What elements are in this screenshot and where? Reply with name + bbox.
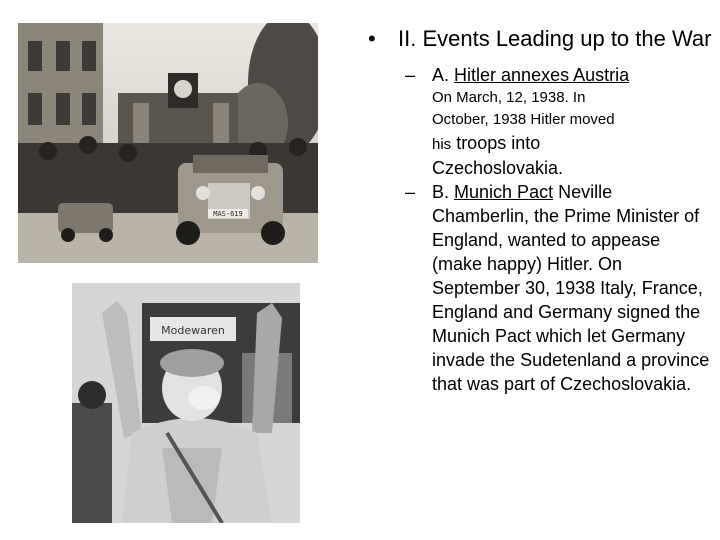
slide-title: II. Events Leading up to the War xyxy=(398,26,712,51)
dash-icon: – xyxy=(405,182,416,202)
license-plate: MAS-619 xyxy=(213,210,243,218)
munich-pact-text: Neville Chamberlin, the Prime Minister of England, wanted to appease (make happy) Hitler. On September 30, 1938 Italy, France, England and Germany signed the Munich Pact which let Germany invade the Sudetenland a province that was part of Czechoslovakia. xyxy=(432,182,710,394)
shop-sign: Modewaren xyxy=(161,324,225,337)
austria-line-1: On March, 12, 1938. In xyxy=(432,89,586,106)
bullet-icon: • xyxy=(368,26,376,51)
sub-list xyxy=(405,63,713,396)
austria-line-3-small: his xyxy=(432,136,452,153)
slide-text xyxy=(368,24,713,396)
sub-item-austria xyxy=(405,63,713,180)
parade-photo xyxy=(18,23,318,263)
item-label: A. xyxy=(432,65,450,85)
austria-line-4: Czechoslovakia. xyxy=(432,158,564,178)
item-label: B. xyxy=(432,182,450,202)
austria-line-3-rest: troops into xyxy=(451,133,541,153)
sub-item-munich xyxy=(405,180,713,396)
crying-woman-photo xyxy=(72,283,300,523)
munich-pact-link[interactable]: Munich Pact xyxy=(454,182,554,202)
main-bullet xyxy=(368,24,713,53)
austria-line-2: October, 1938 Hitler moved xyxy=(432,111,615,128)
dash-icon: – xyxy=(405,65,416,85)
austria-link[interactable]: Hitler annexes Austria xyxy=(454,65,630,85)
